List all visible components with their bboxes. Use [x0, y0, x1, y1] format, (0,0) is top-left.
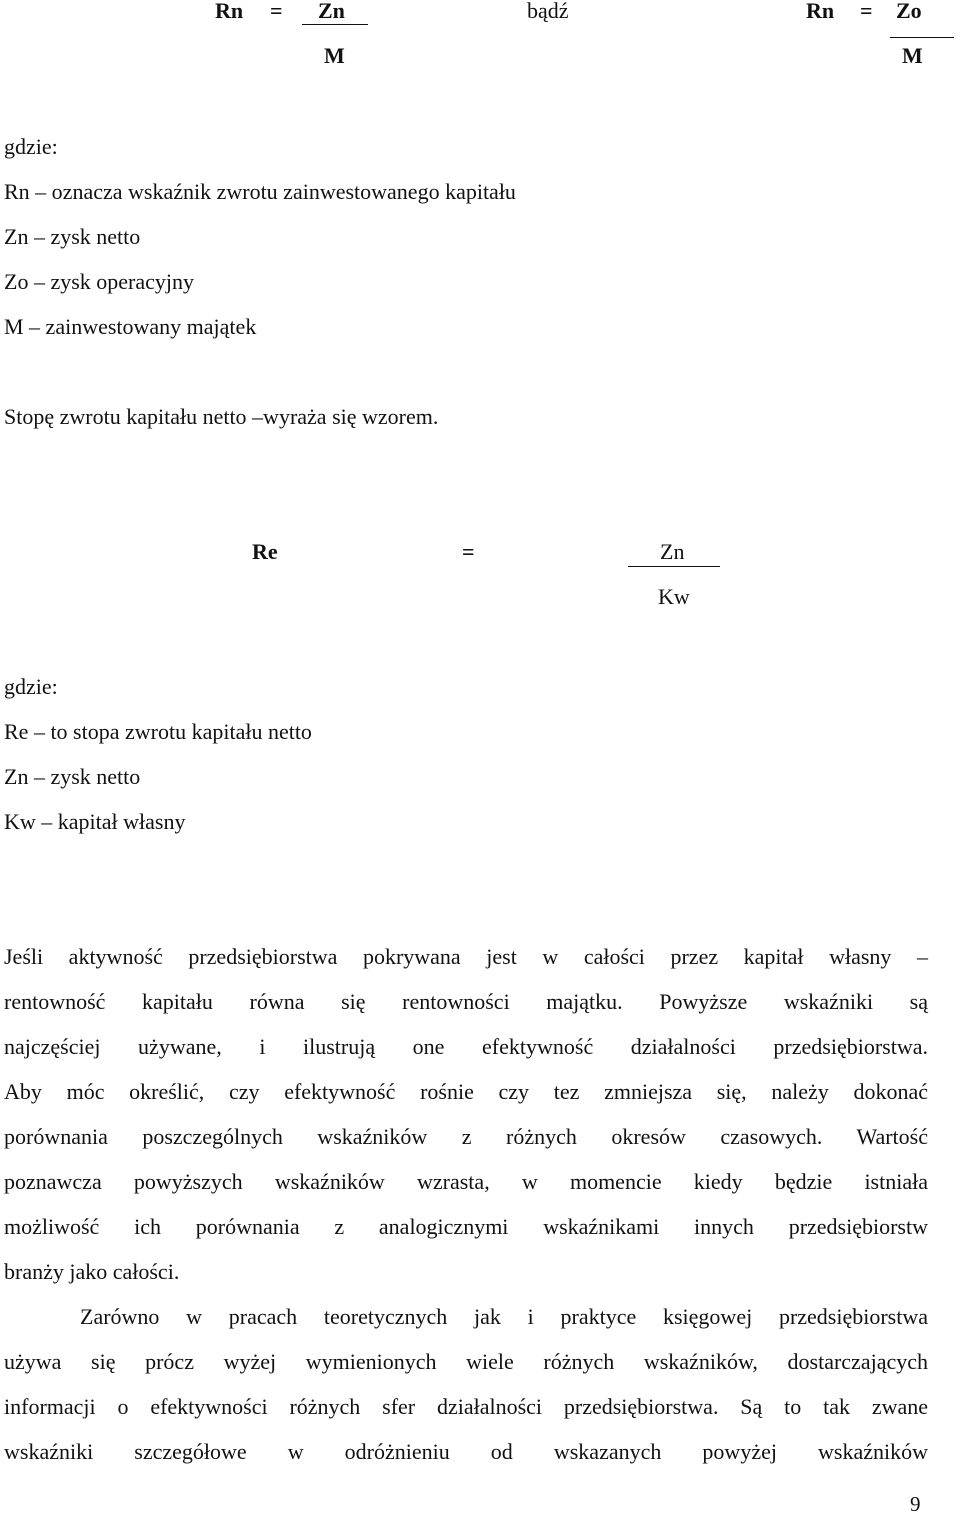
- legend1-item: M – zainwestowany majątek: [4, 314, 257, 339]
- legend1-item: Zn – zysk netto: [4, 224, 141, 249]
- formula2-equals: =: [462, 539, 475, 564]
- paragraph-line: rentowność kapitału równa się rentowności majątku. Powyższe wskaźniki są: [4, 989, 928, 1014]
- legend2-item: Re – to stopa zwrotu kapitału netto: [4, 719, 312, 744]
- formula1b-denominator: M: [902, 43, 923, 68]
- legend1-item: Rn – oznacza wskaźnik zwrotu zainwestowanego kapitału: [4, 179, 516, 204]
- intro-text: Stopę zwrotu kapitału netto –wyraża się wzorem.: [4, 404, 439, 429]
- paragraph-line: wskaźniki szczegółowe w odróżnieniu od wskazanych powyżej wskaźników: [4, 1439, 928, 1464]
- formula2-lhs: Re: [252, 539, 278, 564]
- legend2-item: Kw – kapitał własny: [4, 809, 186, 834]
- formula1-lhs: Rn: [215, 0, 244, 23]
- legend2-heading: gdzie:: [4, 674, 58, 699]
- formula1b-equals: =: [860, 0, 873, 23]
- formula1-equals: =: [270, 0, 283, 23]
- paragraph-line: poznawcza powyższych wskaźników wzrasta, w momencie kiedy będzie istniała: [4, 1169, 928, 1194]
- paragraph-line: Zarówno w pracach teoretycznych jak i praktyce księgowej przedsiębiorstwa: [80, 1304, 928, 1329]
- legend2-item: Zn – zysk netto: [4, 764, 141, 789]
- formula2-fraction-bar: [628, 566, 720, 567]
- paragraph-line: używa się prócz wyżej wymienionych wiele różnych wskaźników, dostarczających: [4, 1349, 928, 1374]
- formula2-numerator: Zn: [660, 539, 685, 564]
- paragraph-line: możliwość ich porównania z analogicznymi wskaźnikami innych przedsiębiorstw: [4, 1214, 928, 1239]
- formula1b-fraction-bar: [890, 37, 954, 38]
- legend1-heading: gdzie:: [4, 134, 58, 159]
- formula-connector: bądź: [527, 0, 569, 23]
- paragraph-line: najczęściej używane, i ilustrują one efektywność działalności przedsiębiorstwa.: [4, 1034, 928, 1059]
- formula1-numerator: Zn: [318, 0, 345, 23]
- legend1-item: Zo – zysk operacyjny: [4, 269, 194, 294]
- paragraph-line: informacji o efektywności różnych sfer działalności przedsiębiorstwa. Są to tak zwane: [4, 1394, 928, 1419]
- paragraph-line: Jeśli aktywność przedsiębiorstwa pokrywana jest w całości przez kapitał własny –: [4, 944, 928, 969]
- formula1-fraction-bar: [302, 24, 368, 25]
- formula1b-numerator: Zo: [896, 0, 922, 23]
- page-number: 9: [910, 1492, 921, 1516]
- formula1-denominator: M: [324, 43, 345, 68]
- paragraph-line: porównania poszczególnych wskaźników z różnych okresów czasowych. Wartość: [4, 1124, 928, 1149]
- paragraph-line: Aby móc określić, czy efektywność rośnie czy tez zmniejsza się, należy dokonać: [4, 1079, 928, 1104]
- formula2-denominator: Kw: [658, 584, 690, 609]
- paragraph-line: branży jako całości.: [4, 1259, 180, 1284]
- formula1b-lhs: Rn: [806, 0, 835, 23]
